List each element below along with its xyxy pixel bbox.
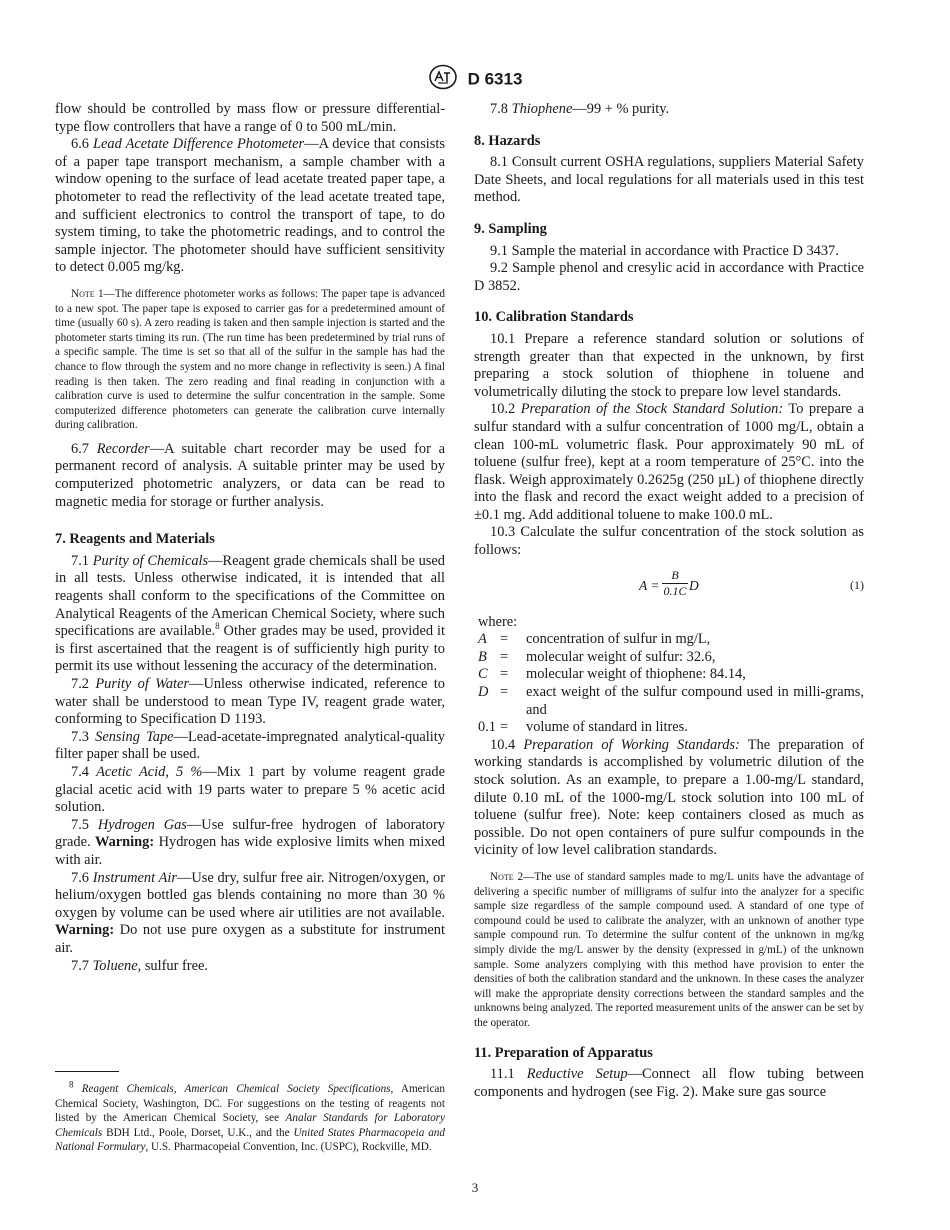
paragraph-8-1: 8.1 Consult current OSHA regulations, suppliers Material Safety Date Sheets, and local regulations for all materials used in this test method. (474, 154, 864, 206)
document-id: D 6313 (467, 69, 523, 89)
paragraph-7-1: 7.1 Purity of Chemicals—Reagent grade chemicals shall be used in all tests. Unless otherwise indicated, it is intended that all reagents shall conform to the specifications of the Committee on Analytical Reagents of the American Chemical Society, where such specifications are available.$^8$ Other grades may be used, provided it is first ascertained that the reagent is of sufficiently high purity to permit its use without lessening the accuracy of the determination. (55, 552, 445, 675)
equation-numerator: B (662, 568, 688, 584)
paragraph-6-5-continued: flow should be controlled by mass flow or pressure differential-type flow controllers that have a range of 0 to 500 mL/min. (55, 101, 445, 135)
equation-lhs: A = (639, 577, 660, 593)
footnote-divider (55, 1071, 119, 1072)
where-row: 0.1 = volume of standard in litres. (478, 719, 688, 736)
equation-number: (1) (850, 577, 864, 592)
right-column (474, 101, 864, 1101)
where-row: C = molecular weight of thiophene: 84.14, (478, 666, 746, 683)
paragraph-7-6: 7.6 Instrument Air—Use dry, sulfur free air. Nitrogen/oxygen, or helium/oxygen bottled gas blends containing no more than 30 % oxygen by volume can be used where air utilities are not available. Warning: Do not use pure oxygen as a substitute for instrument air. (55, 869, 445, 956)
paragraph-11-1: 11.1 Reductive Setup—Connect all flow tubing between components and hydrogen (see Fig. 2). Make sure gas source (474, 1066, 865, 1100)
equation-1 (474, 566, 864, 606)
paragraph-6-7: 6.7 Recorder—A suitable chart recorder may be used for a permanent record of analysis. A suitable printer may be used by computerized photometric analyzers, or data can be read to magnetic media for storage or further analysis. (55, 440, 445, 510)
section-9-heading: 9. Sampling (474, 220, 547, 237)
where-row: D = exact weight of the sulfur compound used in milli-grams, and (478, 684, 864, 718)
section-11-heading: 11. Preparation of Apparatus (474, 1044, 653, 1061)
section-7-heading: 7. Reagents and Materials (55, 531, 215, 548)
paragraph-9-2: 9.2 Sample phenol and cresylic acid in accordance with Practice D 3852. (474, 260, 864, 294)
paragraph-7-7: 7.7 Toluene, sulfur free. (71, 957, 208, 974)
where-list (478, 614, 864, 737)
equation-factor: D (689, 577, 699, 593)
section-10-heading: 10. Calibration Standards (474, 309, 634, 326)
paragraph-10-3: 10.3 Calculate the sulfur concentration of the stock solution as follows: (474, 524, 864, 559)
note-2: Note 2—The use of standard samples made to mg/L units have the advantage of delivering a specific number of milligrams of sulfur into the analyzer for a specific sample size regardless of the sample compound used. A standard of one type of compound could be used to calibrate the analyzer, with an unknown of another type sample compound run. To determine the sulfur content of the unknown in mg/kg simply divide the mg/L answer by the density (expressed in g/mL) of the unknown sample. Some analyzers complying with this method have provision to enter the densities of both the calibration standard and the unknown. In these cases the analyzer will make the appropriate density corrections between the standard samples and the unknowns being analyzed. The reported measurement units of the answer can be set by the operator. (474, 870, 864, 1029)
where-row: B = molecular weight of sulfur: 32.6, (478, 648, 716, 665)
paragraph-9-1: 9.1 Sample the material in accordance with Practice D 3437. (490, 242, 839, 259)
paragraph-7-8: 7.8 Thiophene—99 + % purity. (490, 101, 670, 117)
section-8-heading: 8. Hazards (474, 132, 541, 149)
page-header (0, 64, 950, 95)
paragraph-7-3: 7.3 Sensing Tape—Lead-acetate-impregnated analytical-quality filter paper shall be used. (55, 728, 445, 763)
paragraph-10-1: 10.1 Prepare a reference standard solution or solutions of strength greater than that expected in the unknown, by first preparing a stock solution of thiophene in toluene and volumetrically diluting the stock to prepare low level standards. (474, 330, 864, 400)
paragraph-6-6: 6.6 Lead Acetate Difference Photometer—A device that consists of a paper tape transport mechanism, a sample chamber with a window opening to the surface of lead acetate treated paper tape, a photometer to read the reflectivity of the lead acetate treated tape, and sufficient electronics to control the transport of tape, to do system timing, to take the photometric readings, and to control the sample injector. The photometer should have sufficient sensitivity to detect 0.005 mg/kg. (55, 136, 445, 276)
note-1: Note 1—The difference photometer works as follows: The paper tape is advanced to a new spot. The paper tape is exposed to carrier gas for a predetermined amount of time (usually 60 s). A zero reading is taken and then sample injection is started and the photometer starts timing its run. (The run time has been predetermined by trial runs of a specific sample. The time is set so that all of the sulfur in the sample has had the chance to flow through the system and no more change in reflectivity is seen.) A final reading is then taken. The zero reading and final reading in conjunction with a calibration curve is used to determine the sulfur concentration in the sample. Some computerized difference photometers can generate the calibration curve internally during calibration. (55, 287, 445, 432)
where-row: A = concentration of sulfur in mg/L, (478, 631, 711, 648)
page-number: 3 (471, 1180, 479, 1195)
astm-logo-icon (428, 64, 458, 95)
paragraph-10-2: 10.2 Preparation of the Stock Standard Solution: To prepare a sulfur standard with a sulfur concentration of 1000 mg/L, obtain a clean 100-mL volumetric flask. Pour approximately 90 mL of toluene (sulfur free), kept at a room temperature of 25°C. into the flask. Weigh approximately 0.2625g (250 µL) of thiophene directly into the flask and record the exact weight added to a precision of ±0.1 mg. Add additional toluene to make 100.0 mL. (474, 401, 864, 523)
footnote-8: $^8$ Reagent Chemicals, American Chemical Society Specifications, American Chemical Society, Washington, DC. For suggestions on the testing of reagents not listed by the American Chemical Society, see Analar Standards for Laboratory Chemicals BDH Ltd., Poole, Dorset, U.K., and the United States Pharmacopeia and National Formulary, U.S. Pharmacopeial Convention, Inc. (USPC), Rockville, MD. (55, 1079, 445, 1154)
paragraph-10-4: 10.4 Preparation of Working Standards: The preparation of working standards is accomplished by volumetric dilution of the stock solution. As an example, to prepare a 1.00-mg/L standard, dilute 0.10 mL of the 1000-mg/L stock solution into 100 mL of toluene (sulfur free). Note: keep containers closed as much as possible. Do not open containers of pure sulfur compounds in the vicinity of low level calibration standards. (474, 736, 864, 859)
where-label: where: (478, 613, 518, 630)
left-column (55, 101, 445, 975)
paragraph-7-4: 7.4 Acetic Acid, 5 %—Mix 1 part by volume reagent grade glacial acetic acid with 19 parts water to prepare 5 % acetic acid solution. (55, 763, 445, 816)
equation-fraction (662, 568, 688, 599)
paragraph-7-5: 7.5 Hydrogen Gas—Use sulfur-free hydrogen of laboratory grade. Warning: Hydrogen has wide explosive limits when mixed with air. (55, 816, 446, 868)
equation-denominator: 0.1C (663, 583, 687, 598)
paragraph-7-2: 7.2 Purity of Water—Unless otherwise indicated, reference to water shall be understood to mean Type IV, reagent grade water, conforming to Specification D 1193. (55, 676, 445, 728)
